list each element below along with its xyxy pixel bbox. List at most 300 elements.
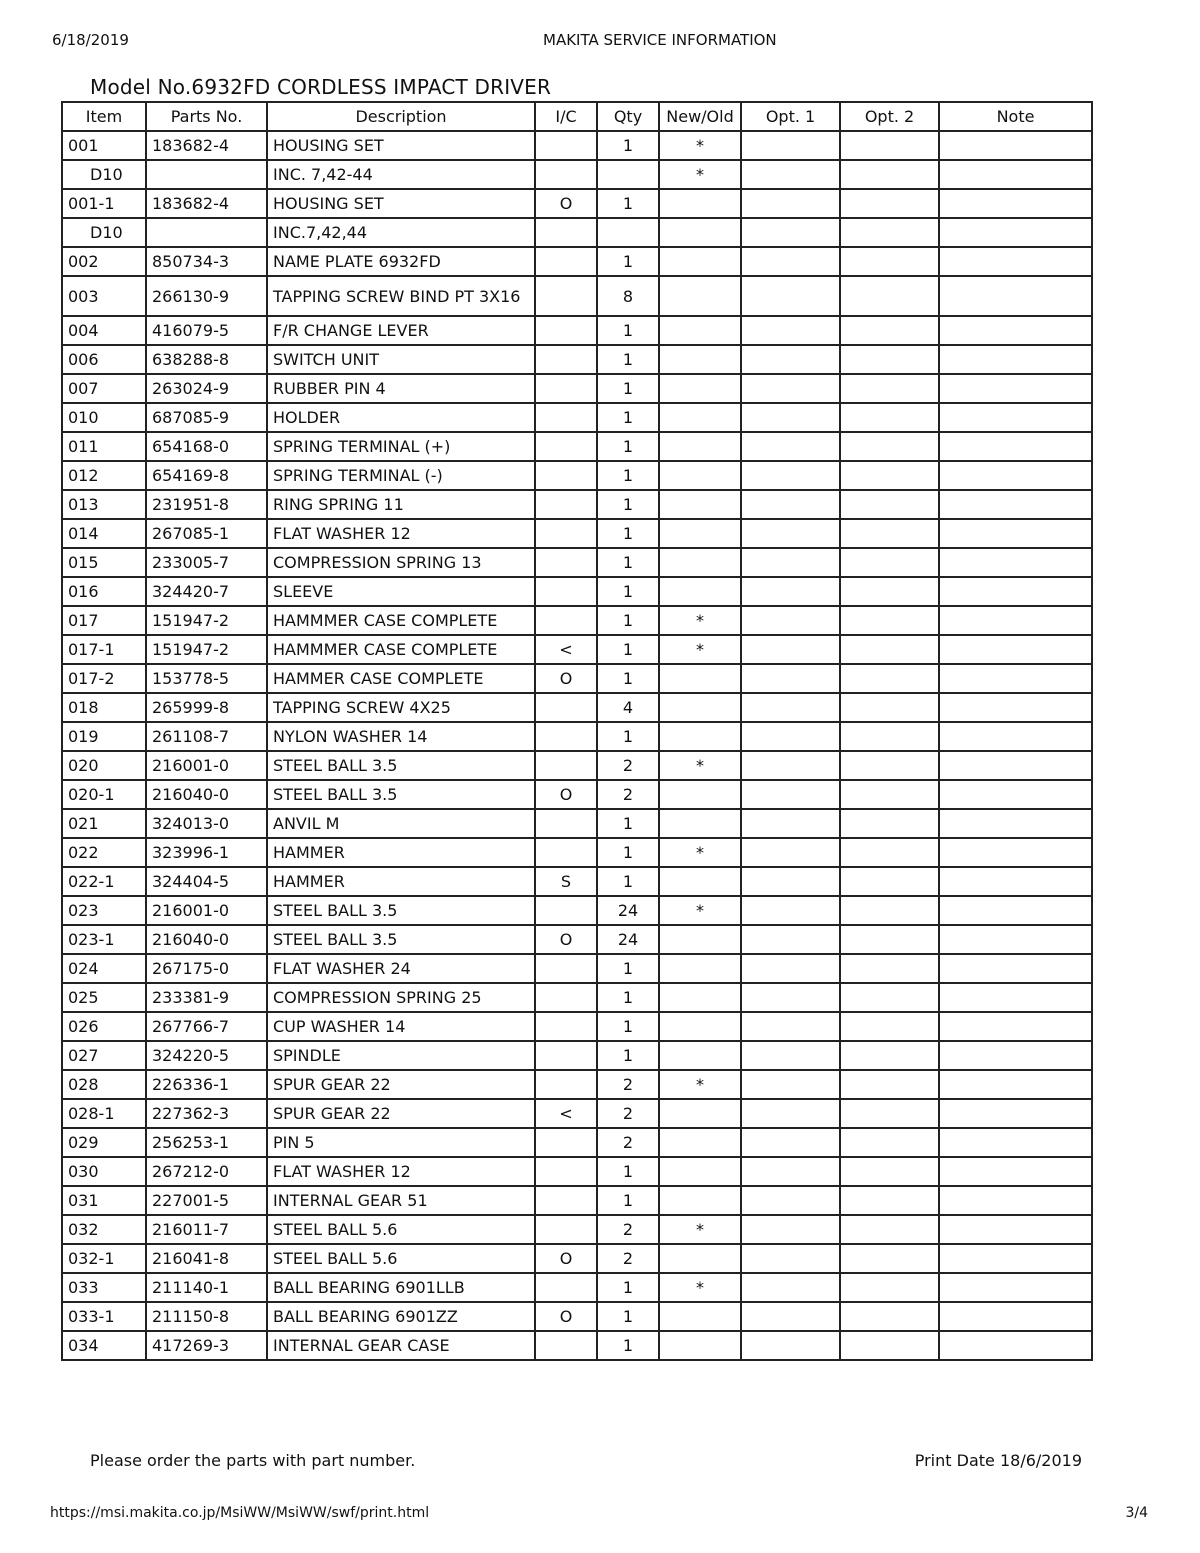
- cell-item: 022: [62, 838, 146, 867]
- cell-parts-no: [146, 218, 267, 247]
- cell-opt1: [741, 954, 840, 983]
- cell-new-old: [659, 316, 741, 345]
- cell-opt2: [840, 519, 939, 548]
- cell-ic: O: [535, 189, 597, 218]
- table-row: [62, 867, 1092, 896]
- cell-description: HOUSING SET: [267, 131, 535, 160]
- cell-description: COMPRESSION SPRING 13: [267, 548, 535, 577]
- cell-opt2: [840, 925, 939, 954]
- cell-opt1: [741, 809, 840, 838]
- cell-new-old: *: [659, 838, 741, 867]
- cell-parts-no: 233381-9: [146, 983, 267, 1012]
- cell-opt1: [741, 519, 840, 548]
- cell-opt1: [741, 780, 840, 809]
- cell-description: ANVIL M: [267, 809, 535, 838]
- cell-opt1: [741, 1041, 840, 1070]
- cell-qty: 1: [597, 374, 659, 403]
- cell-item: 023-1: [62, 925, 146, 954]
- table-row: [62, 635, 1092, 664]
- cell-description: HAMMER: [267, 867, 535, 896]
- cell-opt2: [840, 1273, 939, 1302]
- cell-opt2: [840, 189, 939, 218]
- cell-opt2: [840, 635, 939, 664]
- cell-note: [939, 809, 1092, 838]
- cell-opt1: [741, 1331, 840, 1360]
- cell-new-old: [659, 374, 741, 403]
- cell-new-old: [659, 1099, 741, 1128]
- cell-ic: [535, 490, 597, 519]
- cell-qty: 4: [597, 693, 659, 722]
- cell-description: NYLON WASHER 14: [267, 722, 535, 751]
- cell-parts-no: 151947-2: [146, 606, 267, 635]
- cell-description: INTERNAL GEAR CASE: [267, 1331, 535, 1360]
- cell-qty: 1: [597, 548, 659, 577]
- cell-ic: [535, 276, 597, 316]
- cell-parts-no: 216040-0: [146, 780, 267, 809]
- cell-qty: 1: [597, 838, 659, 867]
- cell-description: INC.7,42,44: [267, 218, 535, 247]
- cell-item: 013: [62, 490, 146, 519]
- cell-note: [939, 1099, 1092, 1128]
- cell-ic: [535, 1128, 597, 1157]
- cell-ic: [535, 983, 597, 1012]
- cell-qty: 1: [597, 131, 659, 160]
- cell-parts-no: 323996-1: [146, 838, 267, 867]
- cell-ic: [535, 606, 597, 635]
- cell-qty: 1: [597, 490, 659, 519]
- cell-description: HOUSING SET: [267, 189, 535, 218]
- cell-qty: 1: [597, 1012, 659, 1041]
- cell-note: [939, 1157, 1092, 1186]
- cell-ic: [535, 1186, 597, 1215]
- cell-opt2: [840, 403, 939, 432]
- cell-description: TAPPING SCREW 4X25: [267, 693, 535, 722]
- cell-description: SPUR GEAR 22: [267, 1070, 535, 1099]
- cell-ic: [535, 693, 597, 722]
- cell-opt1: [741, 577, 840, 606]
- cell-qty: 24: [597, 896, 659, 925]
- cell-new-old: [659, 1012, 741, 1041]
- cell-opt2: [840, 1244, 939, 1273]
- cell-note: [939, 867, 1092, 896]
- column-header-new-old: New/Old: [659, 102, 741, 131]
- cell-new-old: [659, 461, 741, 490]
- table-row: [62, 218, 1092, 247]
- cell-opt1: [741, 432, 840, 461]
- cell-note: [939, 664, 1092, 693]
- cell-note: [939, 131, 1092, 160]
- cell-note: [939, 1041, 1092, 1070]
- cell-new-old: *: [659, 131, 741, 160]
- cell-new-old: [659, 345, 741, 374]
- cell-item: 033: [62, 1273, 146, 1302]
- table-row: [62, 160, 1092, 189]
- cell-opt2: [840, 461, 939, 490]
- cell-note: [939, 983, 1092, 1012]
- cell-description: TAPPING SCREW BIND PT 3X16: [267, 276, 535, 316]
- cell-ic: [535, 131, 597, 160]
- cell-opt1: [741, 1273, 840, 1302]
- cell-note: [939, 490, 1092, 519]
- table-row: [62, 247, 1092, 276]
- cell-qty: 1: [597, 432, 659, 461]
- cell-ic: [535, 1215, 597, 1244]
- cell-note: [939, 276, 1092, 316]
- cell-parts-no: 227001-5: [146, 1186, 267, 1215]
- cell-note: [939, 1302, 1092, 1331]
- table-row: [62, 276, 1092, 316]
- cell-new-old: *: [659, 896, 741, 925]
- print-title-header: MAKITA SERVICE INFORMATION: [543, 31, 777, 49]
- cell-item: 015: [62, 548, 146, 577]
- cell-item: 002: [62, 247, 146, 276]
- cell-note: [939, 606, 1092, 635]
- cell-opt1: [741, 1012, 840, 1041]
- column-header-opt2: Opt. 2: [840, 102, 939, 131]
- cell-qty: 1: [597, 606, 659, 635]
- cell-description: CUP WASHER 14: [267, 1012, 535, 1041]
- cell-qty: 2: [597, 1070, 659, 1099]
- cell-opt1: [741, 722, 840, 751]
- cell-new-old: [659, 722, 741, 751]
- cell-qty: 1: [597, 403, 659, 432]
- table-row: [62, 316, 1092, 345]
- cell-description: INC. 7,42-44: [267, 160, 535, 189]
- table-row: [62, 577, 1092, 606]
- cell-ic: S: [535, 867, 597, 896]
- cell-item: 017-2: [62, 664, 146, 693]
- cell-description: COMPRESSION SPRING 25: [267, 983, 535, 1012]
- cell-opt2: [840, 1186, 939, 1215]
- cell-item: 026: [62, 1012, 146, 1041]
- cell-item: 006: [62, 345, 146, 374]
- table-row: [62, 548, 1092, 577]
- cell-parts-no: 638288-8: [146, 345, 267, 374]
- cell-new-old: [659, 548, 741, 577]
- cell-new-old: [659, 432, 741, 461]
- cell-description: HOLDER: [267, 403, 535, 432]
- cell-qty: 2: [597, 1099, 659, 1128]
- cell-parts-no: 183682-4: [146, 131, 267, 160]
- cell-item: 004: [62, 316, 146, 345]
- cell-note: [939, 780, 1092, 809]
- cell-ic: [535, 954, 597, 983]
- cell-description: SLEEVE: [267, 577, 535, 606]
- cell-parts-no: 324404-5: [146, 867, 267, 896]
- parts-table-body: [62, 131, 1092, 1360]
- cell-opt1: [741, 606, 840, 635]
- cell-ic: <: [535, 635, 597, 664]
- cell-item: 028: [62, 1070, 146, 1099]
- cell-opt1: [741, 490, 840, 519]
- cell-qty: 1: [597, 345, 659, 374]
- cell-opt1: [741, 1215, 840, 1244]
- cell-description: F/R CHANGE LEVER: [267, 316, 535, 345]
- cell-new-old: [659, 867, 741, 896]
- cell-description: STEEL BALL 5.6: [267, 1244, 535, 1273]
- cell-new-old: [659, 1331, 741, 1360]
- cell-description: HAMMER CASE COMPLETE: [267, 664, 535, 693]
- cell-parts-no: 153778-5: [146, 664, 267, 693]
- table-row: [62, 432, 1092, 461]
- cell-qty: 2: [597, 1215, 659, 1244]
- cell-item: 001-1: [62, 189, 146, 218]
- cell-parts-no: 216040-0: [146, 925, 267, 954]
- cell-opt1: [741, 548, 840, 577]
- cell-description: BALL BEARING 6901ZZ: [267, 1302, 535, 1331]
- cell-parts-no: 211150-8: [146, 1302, 267, 1331]
- cell-item: 010: [62, 403, 146, 432]
- table-row: [62, 1128, 1092, 1157]
- table-row: [62, 519, 1092, 548]
- cell-parts-no: 324220-5: [146, 1041, 267, 1070]
- cell-note: [939, 954, 1092, 983]
- cell-parts-no: 324013-0: [146, 809, 267, 838]
- cell-new-old: [659, 1128, 741, 1157]
- cell-opt2: [840, 160, 939, 189]
- cell-item: 027: [62, 1041, 146, 1070]
- cell-parts-no: 216011-7: [146, 1215, 267, 1244]
- cell-new-old: [659, 189, 741, 218]
- cell-opt1: [741, 1157, 840, 1186]
- cell-parts-no: 256253-1: [146, 1128, 267, 1157]
- cell-qty: 1: [597, 577, 659, 606]
- cell-note: [939, 218, 1092, 247]
- cell-note: [939, 189, 1092, 218]
- parts-table: [61, 101, 1093, 1361]
- cell-qty: 1: [597, 867, 659, 896]
- cell-opt1: [741, 461, 840, 490]
- cell-ic: O: [535, 925, 597, 954]
- cell-description: SPINDLE: [267, 1041, 535, 1070]
- cell-qty: 1: [597, 722, 659, 751]
- cell-opt2: [840, 722, 939, 751]
- cell-qty: 1: [597, 954, 659, 983]
- cell-qty: 1: [597, 983, 659, 1012]
- cell-parts-no: 265999-8: [146, 693, 267, 722]
- cell-item: 012: [62, 461, 146, 490]
- cell-new-old: [659, 577, 741, 606]
- cell-ic: O: [535, 664, 597, 693]
- table-row: [62, 1070, 1092, 1099]
- cell-note: [939, 1012, 1092, 1041]
- cell-new-old: *: [659, 1215, 741, 1244]
- cell-qty: 2: [597, 1244, 659, 1273]
- cell-qty: 1: [597, 1273, 659, 1302]
- cell-parts-no: 266130-9: [146, 276, 267, 316]
- cell-ic: [535, 1012, 597, 1041]
- cell-opt1: [741, 316, 840, 345]
- cell-opt2: [840, 374, 939, 403]
- cell-qty: 1: [597, 189, 659, 218]
- page-url: https://msi.makita.co.jp/MsiWW/MsiWW/swf/print.html: [50, 1505, 430, 1521]
- cell-ic: [535, 1070, 597, 1099]
- cell-description: INTERNAL GEAR 51: [267, 1186, 535, 1215]
- cell-new-old: [659, 809, 741, 838]
- cell-note: [939, 1244, 1092, 1273]
- cell-item: 003: [62, 276, 146, 316]
- cell-opt2: [840, 247, 939, 276]
- cell-new-old: *: [659, 606, 741, 635]
- table-row: [62, 606, 1092, 635]
- cell-qty: 8: [597, 276, 659, 316]
- cell-opt1: [741, 247, 840, 276]
- cell-item: 032-1: [62, 1244, 146, 1273]
- cell-item: 017-1: [62, 635, 146, 664]
- cell-ic: [535, 374, 597, 403]
- table-row: [62, 189, 1092, 218]
- cell-note: [939, 432, 1092, 461]
- table-row: [62, 722, 1092, 751]
- cell-new-old: [659, 693, 741, 722]
- cell-description: SPRING TERMINAL (-): [267, 461, 535, 490]
- cell-opt2: [840, 276, 939, 316]
- cell-parts-no: 233005-7: [146, 548, 267, 577]
- cell-opt1: [741, 218, 840, 247]
- cell-description: NAME PLATE 6932FD: [267, 247, 535, 276]
- cell-item: 033-1: [62, 1302, 146, 1331]
- cell-qty: 1: [597, 461, 659, 490]
- cell-qty: 1: [597, 1041, 659, 1070]
- cell-new-old: [659, 983, 741, 1012]
- cell-item: 022-1: [62, 867, 146, 896]
- cell-parts-no: 850734-3: [146, 247, 267, 276]
- table-row: [62, 1331, 1092, 1360]
- table-row: [62, 1157, 1092, 1186]
- cell-opt1: [741, 693, 840, 722]
- cell-description: STEEL BALL 3.5: [267, 896, 535, 925]
- cell-description: SPUR GEAR 22: [267, 1099, 535, 1128]
- cell-opt2: [840, 1302, 939, 1331]
- cell-parts-no: 183682-4: [146, 189, 267, 218]
- table-row: [62, 490, 1092, 519]
- cell-ic: [535, 838, 597, 867]
- cell-note: [939, 925, 1092, 954]
- print-date-footer: Print Date 18/6/2019: [914, 1451, 1082, 1470]
- table-header-row: [62, 102, 1092, 131]
- table-row: [62, 925, 1092, 954]
- cell-opt2: [840, 693, 939, 722]
- cell-new-old: [659, 218, 741, 247]
- cell-item: 028-1: [62, 1099, 146, 1128]
- cell-opt2: [840, 1157, 939, 1186]
- cell-ic: <: [535, 1099, 597, 1128]
- cell-qty: 2: [597, 1128, 659, 1157]
- cell-note: [939, 838, 1092, 867]
- cell-opt2: [840, 432, 939, 461]
- cell-opt2: [840, 809, 939, 838]
- cell-ic: [535, 316, 597, 345]
- cell-item: 023: [62, 896, 146, 925]
- cell-note: [939, 345, 1092, 374]
- table-row: [62, 1273, 1092, 1302]
- cell-ic: [535, 722, 597, 751]
- cell-item: 030: [62, 1157, 146, 1186]
- cell-parts-no: 227362-3: [146, 1099, 267, 1128]
- cell-qty: 1: [597, 664, 659, 693]
- cell-parts-no: 417269-3: [146, 1331, 267, 1360]
- cell-opt2: [840, 664, 939, 693]
- cell-opt2: [840, 1099, 939, 1128]
- cell-parts-no: 416079-5: [146, 316, 267, 345]
- cell-parts-no: 231951-8: [146, 490, 267, 519]
- document-title: Model No.6932FD CORDLESS IMPACT DRIVER: [90, 75, 552, 99]
- cell-note: [939, 374, 1092, 403]
- cell-opt2: [840, 490, 939, 519]
- cell-description: FLAT WASHER 12: [267, 1157, 535, 1186]
- cell-qty: 1: [597, 809, 659, 838]
- cell-parts-no: 151947-2: [146, 635, 267, 664]
- cell-description: RUBBER PIN 4: [267, 374, 535, 403]
- cell-new-old: [659, 519, 741, 548]
- cell-note: [939, 316, 1092, 345]
- table-row: [62, 374, 1092, 403]
- cell-qty: 1: [597, 519, 659, 548]
- cell-opt2: [840, 1331, 939, 1360]
- table-row: [62, 693, 1092, 722]
- cell-opt1: [741, 635, 840, 664]
- cell-ic: [535, 809, 597, 838]
- cell-opt2: [840, 1128, 939, 1157]
- cell-parts-no: 267766-7: [146, 1012, 267, 1041]
- cell-opt1: [741, 1099, 840, 1128]
- cell-description: STEEL BALL 3.5: [267, 751, 535, 780]
- table-row: [62, 1041, 1092, 1070]
- cell-new-old: [659, 1302, 741, 1331]
- cell-parts-no: 216001-0: [146, 896, 267, 925]
- cell-new-old: *: [659, 1273, 741, 1302]
- cell-note: [939, 635, 1092, 664]
- cell-new-old: [659, 780, 741, 809]
- cell-opt1: [741, 403, 840, 432]
- cell-qty: 1: [597, 1186, 659, 1215]
- cell-note: [939, 1186, 1092, 1215]
- column-header-item: Item: [62, 102, 146, 131]
- cell-item: 031: [62, 1186, 146, 1215]
- cell-ic: O: [535, 1302, 597, 1331]
- cell-description: FLAT WASHER 12: [267, 519, 535, 548]
- cell-new-old: [659, 1186, 741, 1215]
- cell-opt1: [741, 276, 840, 316]
- cell-note: [939, 1128, 1092, 1157]
- table-row: [62, 751, 1092, 780]
- cell-parts-no: 654169-8: [146, 461, 267, 490]
- cell-opt2: [840, 577, 939, 606]
- cell-opt1: [741, 1128, 840, 1157]
- cell-parts-no: 324420-7: [146, 577, 267, 606]
- cell-opt2: [840, 316, 939, 345]
- cell-item: 017: [62, 606, 146, 635]
- cell-ic: [535, 519, 597, 548]
- column-header-qty: Qty: [597, 102, 659, 131]
- cell-parts-no: 267175-0: [146, 954, 267, 983]
- cell-opt2: [840, 1012, 939, 1041]
- cell-ic: [535, 218, 597, 247]
- cell-parts-no: 216041-8: [146, 1244, 267, 1273]
- table-row: [62, 1099, 1092, 1128]
- order-note: Please order the parts with part number.: [90, 1451, 416, 1470]
- cell-item: 016: [62, 577, 146, 606]
- cell-description: HAMMER: [267, 838, 535, 867]
- cell-note: [939, 1331, 1092, 1360]
- cell-new-old: [659, 1244, 741, 1273]
- table-row: [62, 983, 1092, 1012]
- cell-new-old: *: [659, 160, 741, 189]
- cell-opt1: [741, 1244, 840, 1273]
- cell-qty: 1: [597, 316, 659, 345]
- cell-qty: 1: [597, 1302, 659, 1331]
- cell-item: 029: [62, 1128, 146, 1157]
